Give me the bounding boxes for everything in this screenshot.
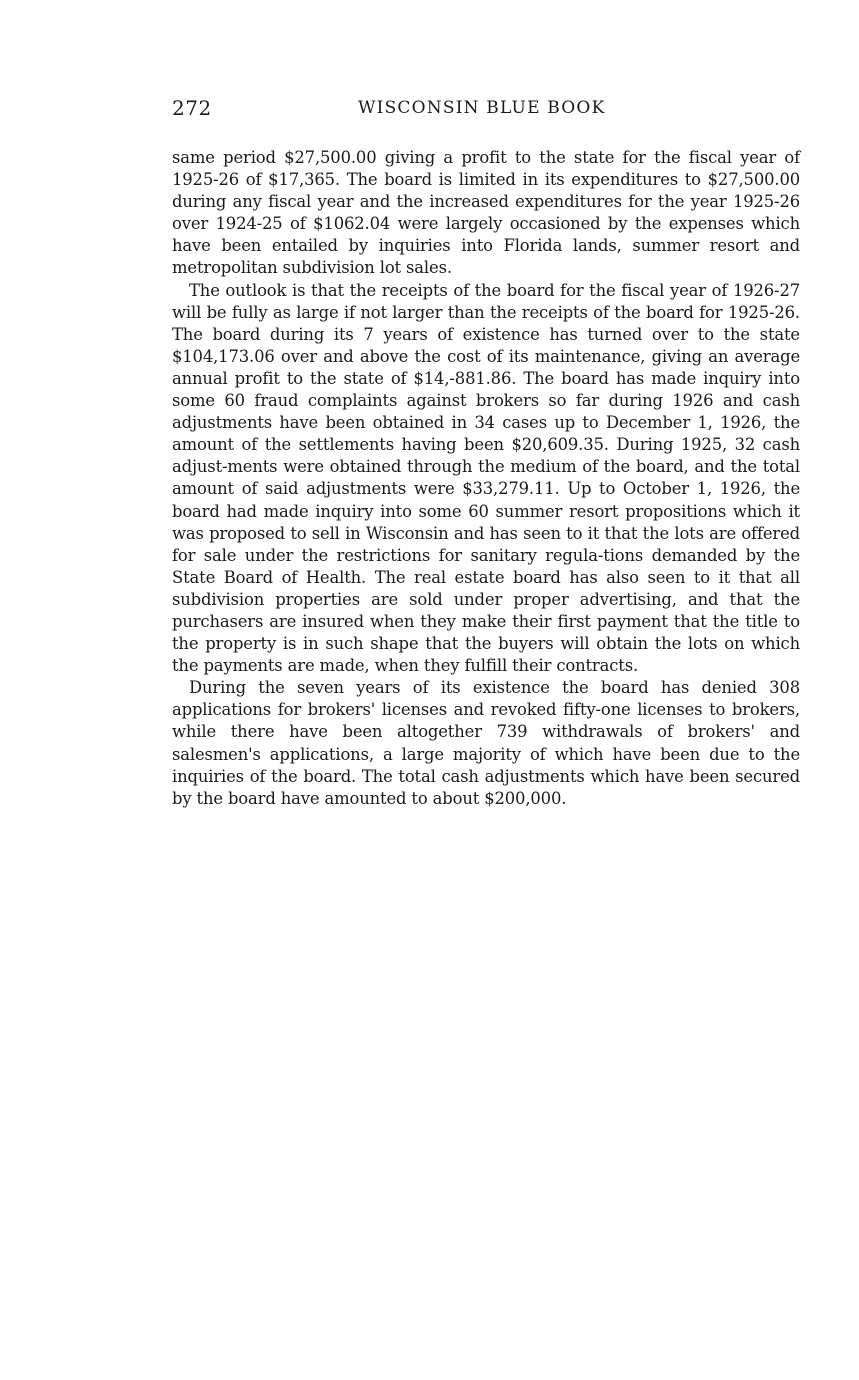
body-text <box>172 147 800 810</box>
paragraph-continued: same period $27,500.00 giving a profit to the state for the fiscal year of 1925-26 of $17,365. The board is limited in its expenditures to $27,500.00 during any fiscal year and the increased expenditures for the year 1925-26 over 1924-25 of $1062.04 were largely occasioned by the expenses which have been entailed by inquiries into Florida lands, summer resort and metropolitan subdivision lot sales. <box>172 148 800 278</box>
book-title: WISCONSIN BLUE BOOK <box>358 98 606 118</box>
running-head <box>172 96 800 126</box>
paragraph-outlook: The outlook is that the receipts of the board for the fiscal year of 1926-27 will be fully as large if not larger than the receipts of the board for 1925-26. The board during its 7 years of existence has turned over to the state $104,173.06 over and above the cost of its maintenance, giving an average annual profit to the state of $14,-881.86. The board has made inquiry into some 60 fraud complaints against brokers so far during 1926 and cash adjustments have been obtained in 34 cases up to December 1, 1926, the amount of the settlements having been $20,609.35. During 1925, 32 cash adjust-ments were obtained through the medium of the board, and the total amount of said adjustments were $33,279.11. Up to October 1, 1926, the board had made inquiry into some 60 summer resort propositions which it was proposed to sell in Wisconsin and has seen to it that the lots are offered for sale under the restrictions for sanitary regula-tions demanded by the State Board of Health. The real estate board has also seen to it that all subdivision properties are sold under proper advertising, and that the purchasers are insured when they make their first payment that the title to the property is in such shape that the buyers will obtain the lots on which the payments are made, when they fulfill their contracts. <box>172 280 800 676</box>
page-number: 272 <box>172 96 212 120</box>
paragraph-seven-years: During the seven years of its existence the board has denied 308 applications for brokers' licenses and revoked fifty-one licenses to brokers, while there have been altogether 739 withdrawals of brokers' and salesmen's applications, a large majority of which have been due to the inquiries of the board. The total cash adjustments which have been secured by the board have amounted to about $200,000. <box>172 678 800 808</box>
